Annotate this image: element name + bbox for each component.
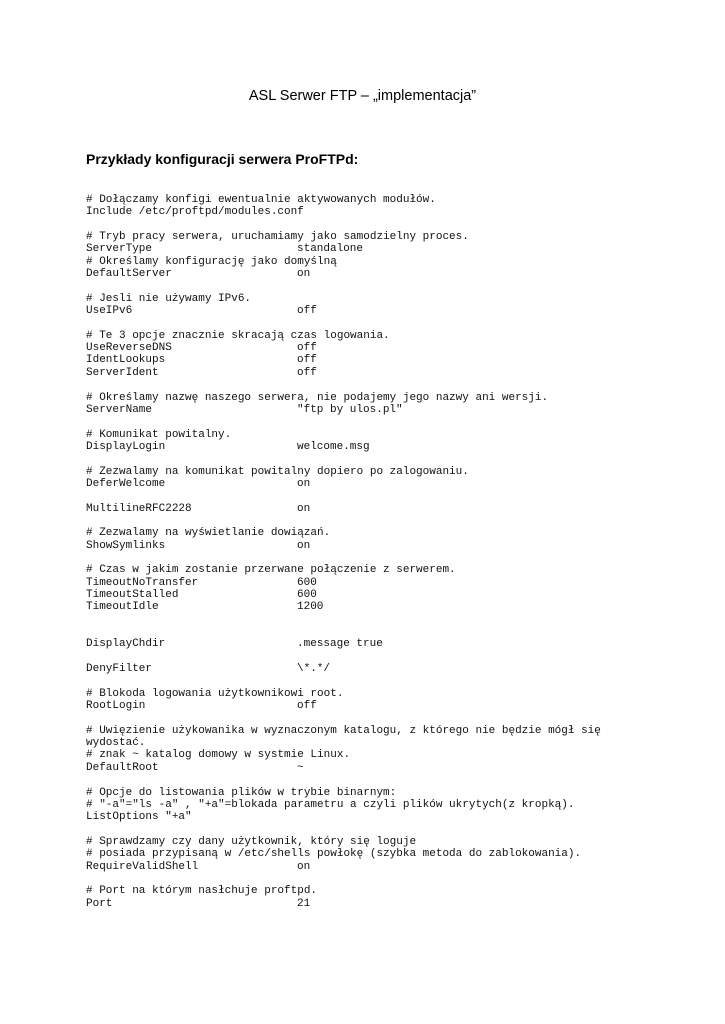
directive-value: off (297, 700, 317, 713)
code-line: # Dołączamy konfigi ewentualnie aktywowanych modułów. (86, 194, 436, 206)
directive-value: ~ (297, 761, 304, 774)
config-directive-line (86, 577, 686, 589)
section-heading: Przykłady konfiguracji serwera ProFTPd: (86, 151, 359, 167)
blank-line (86, 453, 686, 465)
code-line: # Zezwalamy na komunikat powitalny dopiero po zalogowaniu. (86, 465, 469, 478)
blank-line (86, 774, 686, 786)
config-directive-line (86, 601, 686, 613)
code-line: # Komunikat powitalny. (86, 428, 232, 441)
directive-name: DefaultRoot (86, 761, 159, 774)
code-line: # Te 3 opcje znacznie skracają czas logowania. (86, 329, 390, 342)
config-directive-line (86, 404, 686, 416)
code-line: # Tryb pracy serwera, uruchamiamy jako samodzielny proces. (86, 231, 469, 244)
code-line: # Sprawdzamy czy dany użytkownik, który się loguje (86, 835, 417, 848)
directive-name: RootLogin (86, 700, 146, 713)
directive-name: DisplayLogin (86, 440, 166, 453)
code-line: Include /etc/proftpd/modules.conf (86, 206, 304, 219)
directive-value: 600 (297, 576, 317, 589)
directive-name: IdentLookups (86, 354, 166, 367)
config-directive-line (86, 268, 686, 280)
config-code-block (86, 194, 686, 910)
directive-value: 600 (297, 589, 317, 601)
config-directive-line (86, 762, 686, 774)
directive-value: 1200 (297, 601, 324, 614)
blank-line (86, 712, 686, 724)
config-directive-line (86, 367, 686, 379)
directive-value: "ftp by ulos.pl" (297, 403, 403, 416)
directive-name: ServerIdent (86, 366, 159, 379)
directive-value: off (297, 342, 317, 355)
directive-name: TimeoutNoTransfer (86, 576, 199, 589)
blank-line (86, 515, 686, 527)
code-line: # Określamy nazwę naszego serwera, nie podajemy jego nazwy ani wersji. (86, 391, 549, 404)
document-title: ASL Serwer FTP – „implementacja” (248, 88, 477, 104)
code-line: wydostać. (86, 737, 146, 750)
blank-line (86, 416, 686, 428)
code-line: # posiada przypisaną w /etc/shells powłokę (szybka metoda do zablokowania). (86, 848, 582, 861)
directive-value: off (297, 305, 317, 318)
config-directive-line (86, 503, 686, 515)
directive-value: 21 (297, 897, 311, 910)
blank-line (86, 280, 686, 292)
directive-value: off (297, 366, 317, 379)
directive-value: welcome.msg (297, 440, 370, 453)
blank-line (86, 317, 686, 329)
code-line: # Czas w jakim zostanie przerwane połączenie z serwerem. (86, 564, 456, 577)
config-directive-line (86, 861, 686, 873)
blank-line (86, 651, 686, 663)
directive-name: ServerType (86, 243, 153, 256)
config-directive-line (86, 478, 686, 490)
blank-line (86, 379, 686, 391)
blank-line (86, 873, 686, 885)
code-line: # Jesli nie używamy IPv6. (86, 292, 252, 305)
directive-name: DisplayChdir (86, 638, 166, 651)
config-directive-line (86, 638, 686, 650)
code-line: # "-a"="ls -a" , "+a"=blokada parametru a czyli plików ukrytych(z kropką). (86, 798, 575, 811)
blank-line (86, 675, 686, 687)
directive-name: DenyFilter (86, 663, 153, 676)
directive-name: RequireValidShell (86, 860, 199, 873)
config-directive-line (86, 540, 686, 552)
config-directive-line (86, 589, 686, 601)
directive-value: on (297, 539, 311, 552)
directive-value: standalone (297, 243, 364, 256)
directive-value: on (297, 477, 311, 490)
directive-name: TimeoutStalled (86, 589, 179, 601)
directive-value: \*.*/ (297, 663, 331, 676)
directive-name: ShowSymlinks (86, 539, 166, 552)
code-line: # Opcje do listowania plików w trybie binarnym: (86, 786, 397, 799)
config-directive-line (86, 441, 686, 453)
directive-name: TimeoutIdle (86, 601, 159, 614)
directive-value: .message true (297, 638, 383, 651)
config-directive-line (86, 898, 686, 910)
config-directive-line (86, 663, 686, 675)
config-directive-line (86, 305, 686, 317)
blank-line (86, 626, 686, 638)
directive-value: on (297, 860, 311, 873)
blank-line (86, 219, 686, 231)
code-line: ListOptions "+a" (86, 811, 192, 824)
directive-name: ServerName (86, 403, 153, 416)
directive-name: DefaultServer (86, 268, 172, 281)
directive-value: on (297, 268, 311, 281)
directive-name: UseIPv6 (86, 305, 133, 318)
config-directive-line (86, 243, 686, 255)
directive-value: on (297, 502, 311, 515)
blank-line (86, 614, 686, 626)
config-directive-line (86, 342, 686, 354)
directive-name: MultilineRFC2228 (86, 502, 192, 515)
config-directive-line (86, 700, 686, 712)
code-line: # znak ~ katalog domowy w systmie Linux. (86, 749, 351, 762)
code-line: # Zezwalamy na wyświetlanie dowiązań. (86, 527, 331, 540)
config-directive-line (86, 354, 686, 366)
directive-name: Port (86, 897, 113, 910)
code-line: # Blokoda logowania użytkownikowi root. (86, 687, 344, 700)
code-line: # Określamy konfigurację jako domyślną (86, 255, 337, 268)
code-line: # Uwięzienie użykowanika w wyznaczonym katalogu, z którego nie będzie mógł się (86, 724, 601, 737)
code-line: # Port na którym nasłchuje proftpd. (86, 885, 318, 898)
directive-name: UseReverseDNS (86, 342, 172, 355)
blank-line (86, 552, 686, 564)
blank-line (86, 824, 686, 836)
directive-name: DeferWelcome (86, 477, 166, 490)
directive-value: off (297, 354, 317, 367)
blank-line (86, 490, 686, 502)
